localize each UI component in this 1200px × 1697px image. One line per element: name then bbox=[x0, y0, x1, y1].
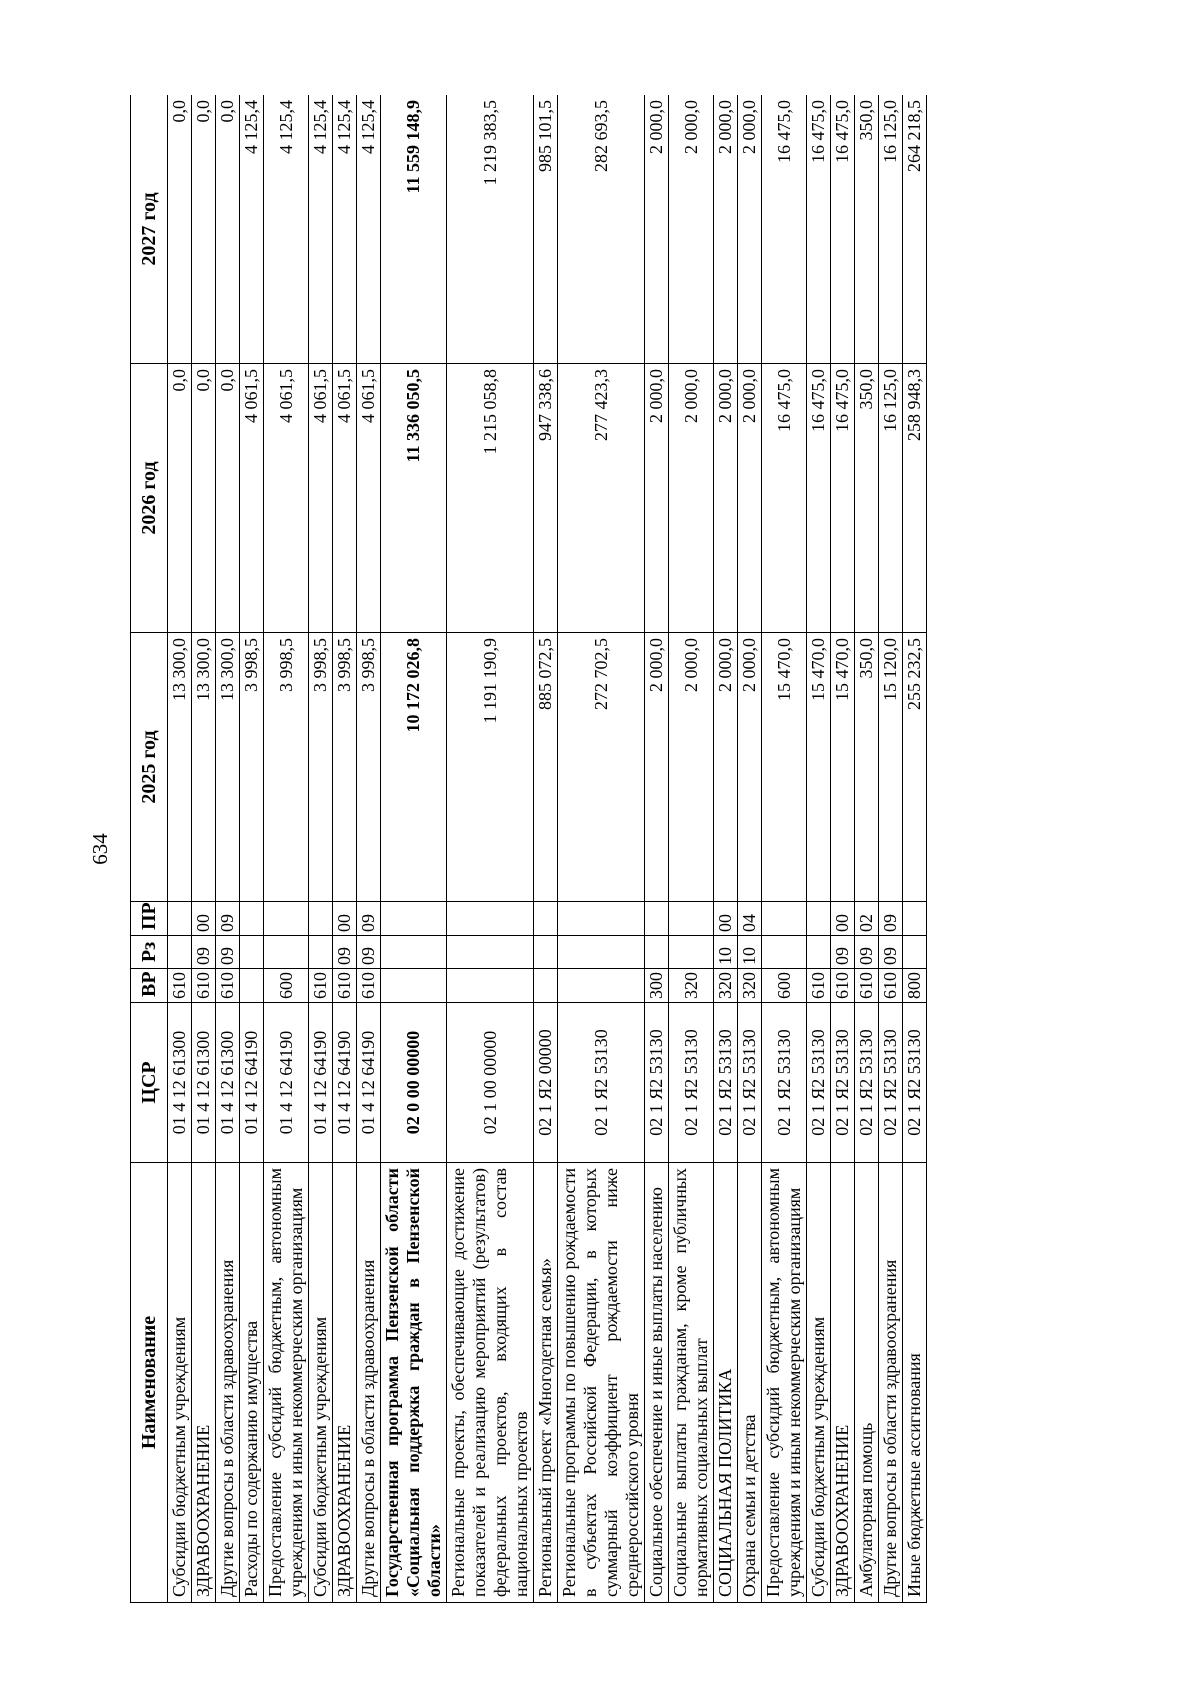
cell-name: ЗДРАВООХРАНЕНИЕ bbox=[192, 1163, 216, 1603]
table-row bbox=[357, 95, 381, 1603]
cell-rz: 09 bbox=[216, 936, 240, 969]
cell-2026: 4 061,5 bbox=[309, 364, 333, 633]
cell-2026: 350,0 bbox=[855, 364, 879, 633]
cell-2025: 3 998,5 bbox=[264, 633, 309, 902]
cell-2027: 4 125,4 bbox=[357, 95, 381, 364]
cell-2025: 2 000,0 bbox=[738, 633, 762, 902]
cell-vr: 610 bbox=[168, 969, 192, 1003]
cell-rz bbox=[645, 936, 669, 969]
cell-2027: 4 125,4 bbox=[240, 95, 264, 364]
cell-2026: 0,0 bbox=[168, 364, 192, 633]
cell-2026: 2 000,0 bbox=[669, 364, 714, 633]
table-row bbox=[240, 95, 264, 1603]
cell-csr: 01 4 12 64190 bbox=[357, 1003, 381, 1163]
cell-2025: 10 172 026,8 bbox=[381, 633, 447, 902]
cell-pr: 00 bbox=[714, 902, 738, 936]
cell-name: Региональный проект «Многодетная семья» bbox=[534, 1163, 558, 1603]
table-row bbox=[903, 95, 927, 1603]
cell-2027: 4 125,4 bbox=[309, 95, 333, 364]
cell-2026: 277 423,3 bbox=[558, 364, 645, 633]
cell-2026: 2 000,0 bbox=[645, 364, 669, 633]
cell-vr bbox=[447, 969, 534, 1003]
cell-2026: 2 000,0 bbox=[714, 364, 738, 633]
cell-rz: 09 bbox=[192, 936, 216, 969]
cell-csr: 01 4 12 61300 bbox=[216, 1003, 240, 1163]
cell-pr: 09 bbox=[216, 902, 240, 936]
cell-rz bbox=[534, 936, 558, 969]
table-header-row bbox=[131, 95, 168, 1603]
cell-name: Предоставление субсидий бюджетным, автономным учреждениям и иным некоммерческим организациям bbox=[762, 1163, 807, 1603]
cell-csr: 02 1 Я2 53130 bbox=[738, 1003, 762, 1163]
cell-2027: 2 000,0 bbox=[738, 95, 762, 364]
cell-vr: 610 bbox=[855, 969, 879, 1003]
cell-name: Охрана семьи и детства bbox=[738, 1163, 762, 1603]
cell-2026: 16 475,0 bbox=[807, 364, 831, 633]
cell-vr: 610 bbox=[216, 969, 240, 1003]
cell-rz: 09 bbox=[333, 936, 357, 969]
table-row bbox=[645, 95, 669, 1603]
cell-vr bbox=[240, 969, 264, 1003]
cell-2025: 3 998,5 bbox=[333, 633, 357, 902]
cell-name: Другие вопросы в области здравоохранения bbox=[357, 1163, 381, 1603]
cell-csr: 02 1 00 00000 bbox=[447, 1003, 534, 1163]
cell-pr bbox=[168, 902, 192, 936]
cell-rz: 09 bbox=[357, 936, 381, 969]
cell-pr: 00 bbox=[192, 902, 216, 936]
cell-2027: 0,0 bbox=[216, 95, 240, 364]
budget-table bbox=[130, 95, 927, 1603]
cell-pr bbox=[669, 902, 714, 936]
cell-csr: 02 1 Я2 53130 bbox=[855, 1003, 879, 1163]
cell-vr bbox=[534, 969, 558, 1003]
table-row bbox=[738, 95, 762, 1603]
cell-csr: 01 4 12 64190 bbox=[264, 1003, 309, 1163]
cell-csr: 02 1 Я2 53130 bbox=[879, 1003, 903, 1163]
cell-2025: 3 998,5 bbox=[357, 633, 381, 902]
table-row bbox=[714, 95, 738, 1603]
cell-vr: 320 bbox=[714, 969, 738, 1003]
cell-pr bbox=[381, 902, 447, 936]
cell-pr: 02 bbox=[855, 902, 879, 936]
cell-2025: 885 072,5 bbox=[534, 633, 558, 902]
cell-2027: 0,0 bbox=[168, 95, 192, 364]
cell-2027: 16 475,0 bbox=[762, 95, 807, 364]
header-csr: ЦСР bbox=[131, 1003, 168, 1163]
cell-rz bbox=[168, 936, 192, 969]
cell-2027: 16 475,0 bbox=[807, 95, 831, 364]
cell-name: Социальное обеспечение и иные выплаты населению bbox=[645, 1163, 669, 1603]
cell-2025: 13 300,0 bbox=[168, 633, 192, 902]
cell-2026: 0,0 bbox=[192, 364, 216, 633]
cell-vr bbox=[381, 969, 447, 1003]
cell-2027: 2 000,0 bbox=[714, 95, 738, 364]
cell-2025: 350,0 bbox=[855, 633, 879, 902]
cell-name: Государственная программа Пензенской области «Социальная поддержка граждан в Пензенской области» bbox=[381, 1163, 447, 1603]
cell-2025: 3 998,5 bbox=[240, 633, 264, 902]
cell-pr bbox=[264, 902, 309, 936]
cell-2026: 11 336 050,5 bbox=[381, 364, 447, 633]
table-row bbox=[534, 95, 558, 1603]
table-row bbox=[333, 95, 357, 1603]
cell-vr: 610 bbox=[831, 969, 855, 1003]
header-year-2025: 2025 год bbox=[131, 633, 168, 902]
cell-csr: 01 4 12 64190 bbox=[309, 1003, 333, 1163]
header-name: Наименование bbox=[131, 1163, 168, 1603]
table-row bbox=[855, 95, 879, 1603]
cell-2025: 2 000,0 bbox=[714, 633, 738, 902]
table-wrapper bbox=[130, 95, 1074, 1603]
cell-pr bbox=[309, 902, 333, 936]
cell-2025: 15 470,0 bbox=[807, 633, 831, 902]
cell-rz bbox=[807, 936, 831, 969]
cell-vr: 610 bbox=[879, 969, 903, 1003]
cell-pr bbox=[645, 902, 669, 936]
cell-pr: 04 bbox=[738, 902, 762, 936]
cell-2025: 15 470,0 bbox=[762, 633, 807, 902]
table-row bbox=[309, 95, 333, 1603]
cell-2026: 0,0 bbox=[216, 364, 240, 633]
cell-name: Региональные программы по повышению рождаемости в субъектах Российской Федерации, в которых суммарный коэффициент рождаемости ниже среднероссийского уровня bbox=[558, 1163, 645, 1603]
cell-2025: 2 000,0 bbox=[645, 633, 669, 902]
cell-2025: 13 300,0 bbox=[192, 633, 216, 902]
cell-csr: 01 4 12 61300 bbox=[168, 1003, 192, 1163]
cell-name: ЗДРАВООХРАНЕНИЕ bbox=[333, 1163, 357, 1603]
cell-rz bbox=[264, 936, 309, 969]
cell-2026: 4 061,5 bbox=[357, 364, 381, 633]
cell-rz bbox=[762, 936, 807, 969]
cell-2026: 16 125,0 bbox=[879, 364, 903, 633]
cell-csr: 02 0 00 00000 bbox=[381, 1003, 447, 1163]
cell-csr: 01 4 12 64190 bbox=[240, 1003, 264, 1163]
cell-vr: 320 bbox=[738, 969, 762, 1003]
cell-csr: 02 1 Я2 53130 bbox=[831, 1003, 855, 1163]
cell-2026: 258 948,3 bbox=[903, 364, 927, 633]
cell-2025: 15 120,0 bbox=[879, 633, 903, 902]
cell-csr: 02 1 Я2 53130 bbox=[669, 1003, 714, 1163]
table-row bbox=[558, 95, 645, 1603]
cell-rz bbox=[381, 936, 447, 969]
cell-rz: 09 bbox=[831, 936, 855, 969]
cell-vr: 600 bbox=[264, 969, 309, 1003]
cell-2027: 11 559 148,9 bbox=[381, 95, 447, 364]
cell-csr: 02 1 Я2 53130 bbox=[807, 1003, 831, 1163]
table-row bbox=[831, 95, 855, 1603]
table-row bbox=[264, 95, 309, 1603]
cell-2025: 1 191 190,9 bbox=[447, 633, 534, 902]
cell-2027: 2 000,0 bbox=[669, 95, 714, 364]
cell-2025: 255 232,5 bbox=[903, 633, 927, 902]
table-row bbox=[669, 95, 714, 1603]
cell-csr: 02 1 Я2 00000 bbox=[534, 1003, 558, 1163]
cell-2026: 1 215 058,8 bbox=[447, 364, 534, 633]
rotated-table-area bbox=[130, 95, 1074, 1603]
table-row bbox=[447, 95, 534, 1603]
cell-vr: 610 bbox=[807, 969, 831, 1003]
cell-vr bbox=[558, 969, 645, 1003]
table-row bbox=[381, 95, 447, 1603]
cell-rz bbox=[309, 936, 333, 969]
cell-vr: 600 bbox=[762, 969, 807, 1003]
cell-vr: 320 bbox=[669, 969, 714, 1003]
cell-name: СОЦИАЛЬНАЯ ПОЛИТИКА bbox=[714, 1163, 738, 1603]
cell-2026: 947 338,6 bbox=[534, 364, 558, 633]
cell-2027: 985 101,5 bbox=[534, 95, 558, 364]
cell-2027: 16 125,0 bbox=[879, 95, 903, 364]
cell-name: Субсидии бюджетным учреждениям bbox=[168, 1163, 192, 1603]
cell-name: Социальные выплаты гражданам, кроме публичных нормативных социальных выплат bbox=[669, 1163, 714, 1603]
cell-vr: 610 bbox=[309, 969, 333, 1003]
cell-csr: 01 4 12 61300 bbox=[192, 1003, 216, 1163]
cell-rz: 10 bbox=[738, 936, 762, 969]
cell-rz: 10 bbox=[714, 936, 738, 969]
cell-name: Другие вопросы в области здравоохранения bbox=[216, 1163, 240, 1603]
cell-2026: 4 061,5 bbox=[264, 364, 309, 633]
table-row bbox=[192, 95, 216, 1603]
header-year-2027: 2027 год bbox=[131, 95, 168, 364]
cell-pr bbox=[762, 902, 807, 936]
cell-2025: 13 300,0 bbox=[216, 633, 240, 902]
cell-pr: 00 bbox=[333, 902, 357, 936]
cell-vr: 800 bbox=[903, 969, 927, 1003]
cell-2027: 0,0 bbox=[192, 95, 216, 364]
cell-2025: 3 998,5 bbox=[309, 633, 333, 902]
cell-name: Региональные проекты, обеспечивающие достижение показателей и реализацию мероприятий (результатов) федеральных проектов, входящих в состав национальных проектов bbox=[447, 1163, 534, 1603]
header-rz: Рз bbox=[131, 936, 168, 969]
cell-csr: 02 1 Я2 53130 bbox=[714, 1003, 738, 1163]
cell-pr: 09 bbox=[357, 902, 381, 936]
cell-csr: 01 4 12 64190 bbox=[333, 1003, 357, 1163]
cell-2026: 4 061,5 bbox=[333, 364, 357, 633]
cell-name: Субсидии бюджетным учреждениям bbox=[309, 1163, 333, 1603]
cell-pr: 00 bbox=[831, 902, 855, 936]
cell-vr: 610 bbox=[192, 969, 216, 1003]
cell-csr: 02 1 Я2 53130 bbox=[762, 1003, 807, 1163]
cell-2027: 264 218,5 bbox=[903, 95, 927, 364]
cell-csr: 02 1 Я2 53130 bbox=[903, 1003, 927, 1163]
cell-name: ЗДРАВООХРАНЕНИЕ bbox=[831, 1163, 855, 1603]
cell-2027: 16 475,0 bbox=[831, 95, 855, 364]
cell-rz bbox=[447, 936, 534, 969]
cell-2025: 2 000,0 bbox=[669, 633, 714, 902]
table-row bbox=[807, 95, 831, 1603]
cell-pr bbox=[240, 902, 264, 936]
header-pr: ПР bbox=[131, 902, 168, 936]
cell-name: Иные бюджетные ассигнования bbox=[903, 1163, 927, 1603]
cell-name: Субсидии бюджетным учреждениям bbox=[807, 1163, 831, 1603]
cell-name: Расходы по содержанию имущества bbox=[240, 1163, 264, 1603]
cell-rz bbox=[669, 936, 714, 969]
cell-2027: 4 125,4 bbox=[264, 95, 309, 364]
cell-2025: 272 702,5 bbox=[558, 633, 645, 902]
cell-2026: 16 475,0 bbox=[762, 364, 807, 633]
cell-pr bbox=[903, 902, 927, 936]
cell-vr: 610 bbox=[357, 969, 381, 1003]
cell-rz bbox=[903, 936, 927, 969]
cell-name: Другие вопросы в области здравоохранения bbox=[879, 1163, 903, 1603]
table-row bbox=[168, 95, 192, 1603]
cell-2027: 4 125,4 bbox=[333, 95, 357, 364]
header-year-2026: 2026 год bbox=[131, 364, 168, 633]
cell-2026: 16 475,0 bbox=[831, 364, 855, 633]
table-body bbox=[168, 95, 927, 1603]
page-number: 634 bbox=[88, 833, 112, 865]
table-row bbox=[879, 95, 903, 1603]
cell-csr: 02 1 Я2 53130 bbox=[558, 1003, 645, 1163]
cell-rz: 09 bbox=[879, 936, 903, 969]
cell-rz bbox=[558, 936, 645, 969]
cell-2027: 350,0 bbox=[855, 95, 879, 364]
cell-vr: 300 bbox=[645, 969, 669, 1003]
cell-csr: 02 1 Я2 53130 bbox=[645, 1003, 669, 1163]
cell-2026: 4 061,5 bbox=[240, 364, 264, 633]
cell-pr bbox=[534, 902, 558, 936]
cell-rz: 09 bbox=[855, 936, 879, 969]
cell-2026: 2 000,0 bbox=[738, 364, 762, 633]
cell-pr bbox=[807, 902, 831, 936]
table-row bbox=[762, 95, 807, 1603]
cell-rz bbox=[240, 936, 264, 969]
header-vr: ВР bbox=[131, 969, 168, 1003]
cell-pr bbox=[447, 902, 534, 936]
cell-pr bbox=[558, 902, 645, 936]
cell-name: Амбулаторная помощь bbox=[855, 1163, 879, 1603]
cell-2027: 1 219 383,5 bbox=[447, 95, 534, 364]
cell-pr: 09 bbox=[879, 902, 903, 936]
cell-2025: 15 470,0 bbox=[831, 633, 855, 902]
table-row bbox=[216, 95, 240, 1603]
cell-2027: 282 693,5 bbox=[558, 95, 645, 364]
cell-vr: 610 bbox=[333, 969, 357, 1003]
cell-2027: 2 000,0 bbox=[645, 95, 669, 364]
cell-name: Предоставление субсидий бюджетным, автономным учреждениям и иным некоммерческим организациям bbox=[264, 1163, 309, 1603]
